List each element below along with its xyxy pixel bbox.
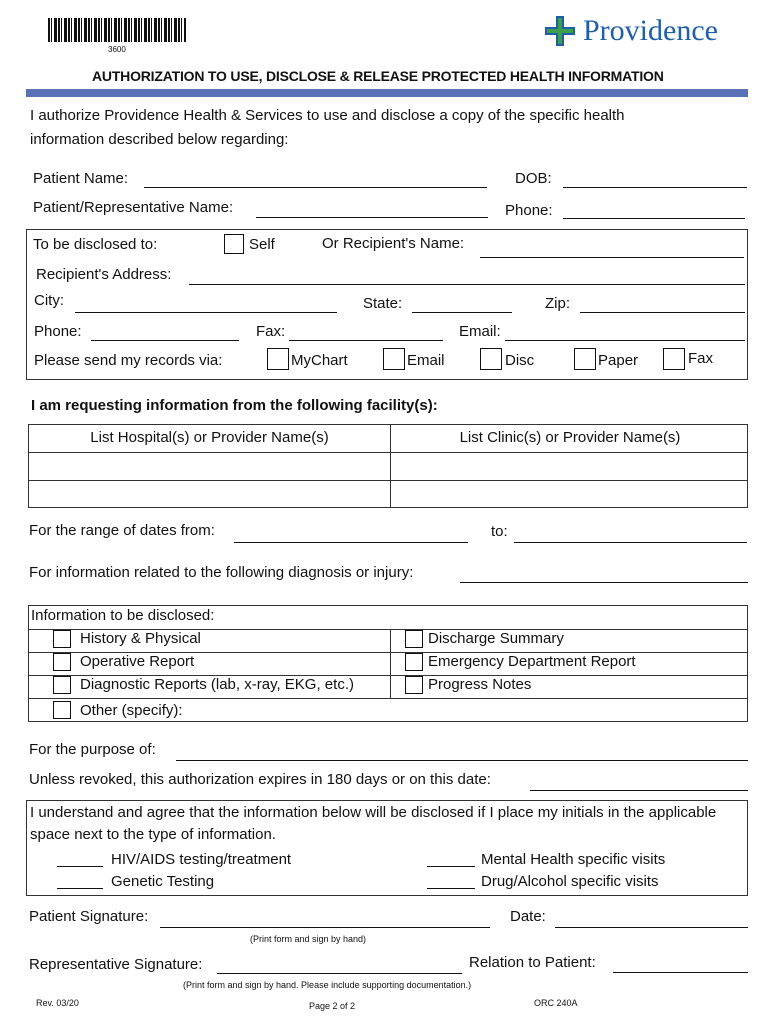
mychart-label: MyChart [291, 352, 348, 369]
mental-health-label: Mental Health specific visits [481, 851, 666, 868]
self-checkbox[interactable] [224, 234, 244, 254]
diagnosis-label: For information related to the following diagnosis or injury: [29, 564, 414, 581]
cross-logo-icon [543, 14, 577, 48]
patient-name-field[interactable] [144, 187, 487, 188]
barcode [48, 18, 186, 42]
zip-label: Zip: [545, 295, 571, 312]
operative-report-label: Operative Report [80, 653, 195, 670]
zip-field[interactable] [580, 312, 745, 313]
diagnostic-reports-checkbox[interactable] [53, 676, 71, 694]
rep-name-field[interactable] [256, 217, 488, 218]
consent-text: I understand and agree that the information below will be disclosed if I place my initials in the applicable space next to the type of information. [30, 804, 717, 843]
recipient-phone-label: Phone: [34, 323, 82, 340]
fax-label: Fax: [256, 323, 286, 340]
address-label: Recipient's Address: [36, 266, 172, 283]
fax-checkbox[interactable] [663, 348, 685, 370]
state-label: State: [363, 295, 403, 312]
email-checkbox[interactable] [383, 348, 405, 370]
patient-name-label: Patient Name: [33, 170, 129, 187]
progress-notes-label: Progress Notes [428, 676, 532, 693]
purpose-field[interactable] [176, 760, 748, 761]
page-number: Page 2 of 2 [309, 1001, 356, 1011]
history-physical-checkbox[interactable] [53, 630, 71, 648]
facility-table [28, 424, 748, 508]
diagnosis-field[interactable] [460, 582, 748, 583]
intro-text: I authorize Providence Health & Services to use and disclose a copy of the specific health information described below regarding: [30, 107, 625, 148]
rev-label: Rev. 03/20 [36, 998, 79, 1008]
patient-phone-field[interactable] [563, 218, 745, 219]
hiv-label: HIV/AIDS testing/treatment [111, 851, 292, 868]
drug-alcohol-label: Drug/Alcohol specific visits [481, 873, 659, 890]
rep-name-label: Patient/Representative Name: [33, 199, 234, 216]
operative-report-checkbox[interactable] [53, 653, 71, 671]
recipient-name-field[interactable] [480, 257, 744, 258]
form-title: AUTHORIZATION TO USE, DISCLOSE & RELEASE PROTECTED HEALTH INFORMATION [92, 68, 664, 84]
genetic-initials-field[interactable] [57, 888, 103, 889]
dob-field[interactable] [563, 187, 747, 188]
dates-to-label: to: [491, 523, 508, 540]
recipient-name-label: Or Recipient's Name: [322, 235, 465, 252]
expiry-field[interactable] [530, 790, 748, 791]
progress-notes-checkbox[interactable] [405, 676, 423, 694]
rep-sig-note: (Print form and sign by hand. Please include supporting documentation.) [183, 980, 472, 990]
patient-phone-label: Phone: [505, 202, 553, 219]
recipient-phone-field[interactable] [91, 340, 239, 341]
disc-label: Disc [505, 352, 535, 369]
logo-text: Providence [583, 14, 718, 47]
rep-signature-label: Representative Signature: [29, 956, 203, 973]
paper-checkbox[interactable] [574, 348, 596, 370]
fax-method-label: Fax [688, 350, 714, 367]
city-field[interactable] [75, 312, 337, 313]
title-bar [26, 89, 748, 97]
state-field[interactable] [412, 312, 512, 313]
email-method-label: Email [407, 352, 445, 369]
patient-signature-field[interactable] [160, 927, 490, 928]
other-checkbox[interactable] [53, 701, 71, 719]
relation-label: Relation to Patient: [469, 954, 596, 971]
address-field[interactable] [189, 284, 745, 285]
city-label: City: [34, 292, 64, 309]
rep-signature-field[interactable] [217, 973, 462, 974]
patient-signature-label: Patient Signature: [29, 908, 149, 925]
drug-alcohol-initials-field[interactable] [427, 888, 475, 889]
email-field[interactable] [505, 340, 745, 341]
info-heading: Information to be disclosed: [31, 607, 215, 624]
facility-heading: I am requesting information from the following facility(s): [31, 397, 438, 414]
dates-from-label: For the range of dates from: [29, 522, 215, 539]
disclosed-to-label: To be disclosed to: [33, 236, 158, 253]
discharge-summary-checkbox[interactable] [405, 630, 423, 648]
mychart-checkbox[interactable] [267, 348, 289, 370]
dates-from-field[interactable] [234, 542, 468, 543]
sig-date-field[interactable] [555, 927, 748, 928]
dob-label: DOB: [515, 170, 552, 187]
fax-field[interactable] [289, 340, 443, 341]
history-physical-label: History & Physical [80, 630, 201, 647]
facility-col-hospital: List Hospital(s) or Provider Name(s) [90, 429, 329, 446]
expiry-label: Unless revoked, this authorization expires in 180 days or on this date: [29, 771, 491, 788]
facility-col-clinic: List Clinic(s) or Provider Name(s) [459, 429, 681, 446]
er-report-checkbox[interactable] [405, 653, 423, 671]
mental-health-initials-field[interactable] [427, 866, 475, 867]
hiv-initials-field[interactable] [57, 866, 103, 867]
sig-date-label: Date: [510, 908, 546, 925]
form-code: ORC 240A [534, 998, 578, 1008]
send-via-label: Please send my records via: [34, 352, 223, 369]
purpose-label: For the purpose of: [29, 741, 156, 758]
patient-sig-note: (Print form and sign by hand) [250, 934, 367, 944]
disc-checkbox[interactable] [480, 348, 502, 370]
barcode-number: 3600 [108, 45, 126, 54]
discharge-summary-label: Discharge Summary [428, 630, 564, 647]
other-label: Other (specify): [80, 702, 183, 719]
genetic-label: Genetic Testing [111, 873, 215, 890]
self-label: Self [249, 236, 275, 253]
relation-field[interactable] [613, 972, 748, 973]
diagnostic-reports-label: Diagnostic Reports (lab, x-ray, EKG, etc.) [80, 676, 354, 693]
dates-to-field[interactable] [514, 542, 747, 543]
paper-label: Paper [598, 352, 639, 369]
email-label: Email: [459, 323, 501, 340]
er-report-label: Emergency Department Report [428, 653, 636, 670]
